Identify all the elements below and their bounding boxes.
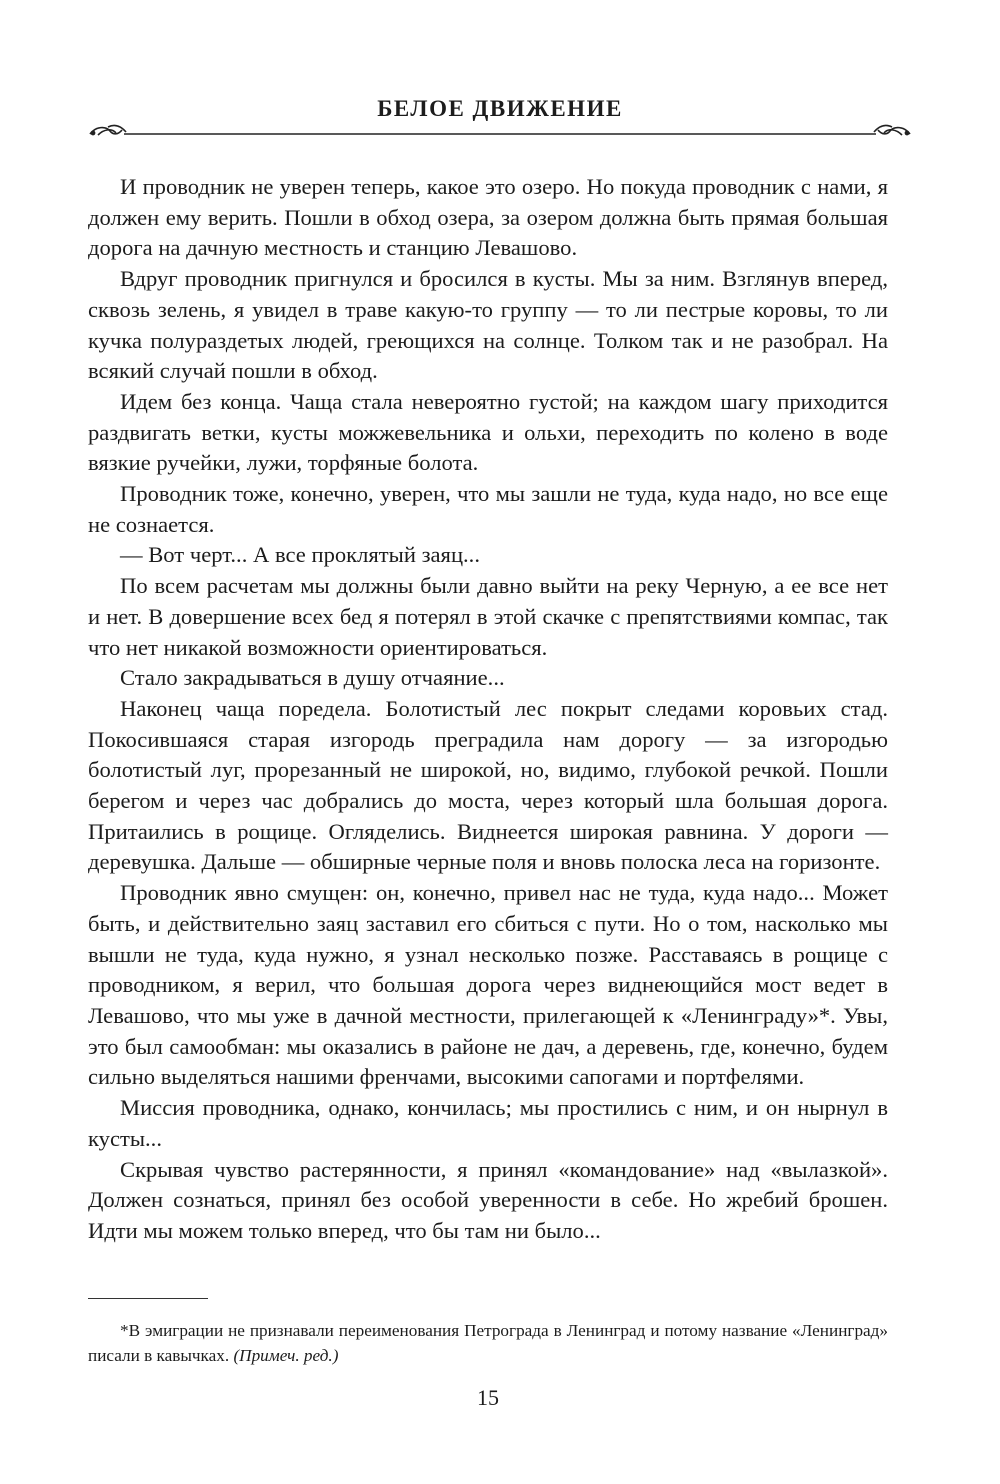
paragraph: Идем без конца. Чаща стала невероятно густой; на каждом шагу приходится раздвигать ветки, кусты можжевельника и ольхи, переходить по колено в воде вязкие ручейки, лужи, торфяные болота. bbox=[88, 388, 888, 476]
paragraph: Вдруг проводник пригнулся и бросился в кусты. Мы за ним. Взглянув вперед, сквозь зелень, я увидел в траве какую-то группу — то ли пестрые коровы, то ли кучка полураздетых людей, греющихся на солнце. Толком так и не разобрал. На всякий случай пошли в обход. bbox=[88, 266, 888, 384]
paragraph: Миссия проводника, однако, кончилась; мы простились с ним, и он нырнул в кусты... bbox=[88, 1095, 888, 1151]
paragraph: Наконец чаща поредела. Болотистый лес покрыт следами коровьих стад. Покосившаяся старая изгородь преградила нам дорогу — за изгородью болотистый луг, прорезанный не широкой, но, видимо, глубокой речкой. Пошли берегом и через час добрались до моста, через который шла большая дорога. Притаились в рощице. Огляделись. Виднеется широкая равнина. У дороги — деревушка. Дальше — обширные черные поля и вновь полоска леса на горизонте. bbox=[88, 695, 888, 875]
paragraph: Скрывая чувство растерянности, я принял «командование» над «вылазкой». Должен сознаться, принял без особой уверенности в себе. Но жребий брошен. Идти мы можем только вперед, что бы там ни было... bbox=[88, 1156, 888, 1243]
paragraph: Проводник явно смущен: он, конечно, привел нас не туда, куда надо... Может быть, и действительно заяц заставил его сбиться с пути. Но о том, насколько мы вышли не туда, куда нужно, я узнал несколько позже. Расставаясь в рощице с проводником, я верил, что большая дорога через виднеющийся мост ведет в Левашово, что мы уже в дачной местности, прилегающей к «Ленинграду»*. Увы, это был самообман: мы оказались в районе не дач, а деревень, где, конечно, будем сильно выделяться нашими френчами, высокими сапогами и портфелями. bbox=[88, 880, 888, 1090]
paragraph: — Вот черт... А все проклятый заяц... bbox=[120, 542, 480, 568]
paragraph: И проводник не уверен теперь, какое это озеро. Но покуда проводник с нами, я должен ему верить. Пошли в обход озера, за озером должна быть прямая большая дорога на дачную местность и станцию Левашово. bbox=[88, 174, 888, 261]
header-rule bbox=[88, 122, 912, 138]
footnote-rule bbox=[88, 1298, 208, 1299]
right-flourish-icon bbox=[874, 125, 910, 135]
left-flourish-icon bbox=[90, 125, 126, 135]
footnote bbox=[88, 1318, 888, 1368]
paragraph: Проводник тоже, конечно, уверен, что мы зашли не туда, куда надо, но все еще не сознается. bbox=[88, 481, 888, 537]
paragraph: Стало закрадываться в душу отчаяние... bbox=[120, 665, 505, 691]
running-title: БЕЛОЕ ДВИЖЕНИЕ bbox=[377, 96, 623, 121]
page-number: 15 bbox=[477, 1385, 499, 1410]
running-header bbox=[88, 92, 912, 142]
body-text bbox=[88, 172, 888, 1247]
footnote-text: *В эмиграции не признавали переименования Петрограда в Ленинград и потому название «Ленинград» писали в кавычках. bbox=[88, 1321, 888, 1365]
paragraph: По всем расчетам мы должны были давно выйти на реку Черную, а ее все нет и нет. В довершение всех бед я потерял в этой скачке с препятствиями компас, так что нет никакой возможности ориентироваться. bbox=[88, 573, 888, 660]
editor-note: (Примеч. ред.) bbox=[233, 1346, 339, 1365]
